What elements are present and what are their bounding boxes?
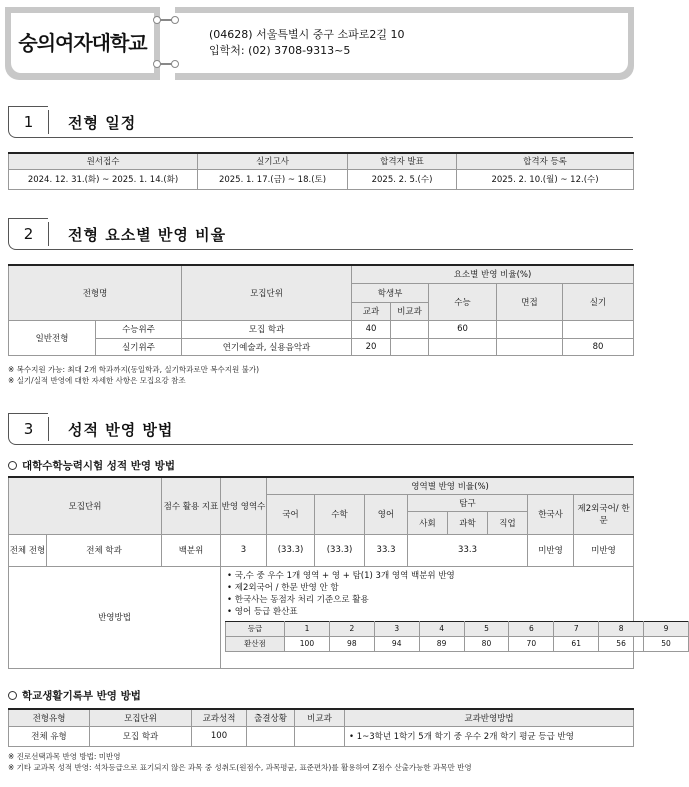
value-cell: 20 [352, 338, 391, 355]
value-cell: 33.3 [365, 534, 408, 566]
grade-cell: 5 [464, 621, 509, 636]
value-cell: • 1~3학년 1학기 5개 학기 중 우수 2개 학기 평균 등급 반영 [345, 726, 634, 746]
note-line: ※ 복수지원 가능: 최대 2개 학과까지(동일학과, 실기학과로만 복수지원 불가) [8, 365, 259, 374]
header-cell: 교과성적 [192, 709, 247, 726]
section-3-heading [8, 413, 633, 445]
header-cell: 비교과 [391, 302, 429, 320]
value-cell: (33.3) [315, 534, 365, 566]
header-cell: 전형유형 [9, 709, 90, 726]
header-cell: 면접 [497, 283, 563, 320]
type-cell: 수능위주 [96, 320, 182, 338]
header-cell: 실기 [563, 283, 634, 320]
note-line: ※ 실기/실적 반영에 대한 자세한 사항은 모집요강 참조 [8, 376, 186, 385]
grade-cell: 3 [374, 621, 419, 636]
header-cell: 제2외국어/ 한문 [574, 494, 634, 534]
header-cell: 요소별 반영 비율(%) [352, 265, 634, 283]
grade-cell: 9 [644, 621, 689, 636]
value-cell: 40 [352, 320, 391, 338]
bullet-item: • 국,수 중 우수 1개 영역 + 영 + 탐(1) 3개 영역 백분위 반영 [227, 570, 455, 581]
circle-bullet-icon [8, 691, 17, 700]
header-cell: 점수 활용 지표 [162, 477, 221, 534]
header-cell: 모집단위 [182, 265, 352, 320]
value-cell [429, 338, 497, 355]
value-cell [563, 320, 634, 338]
english-grade-table [225, 621, 689, 652]
header-cell: 사회 [408, 511, 448, 534]
header-cell: 합격자 등록 [457, 153, 634, 169]
header-cell: 영어 [365, 494, 408, 534]
table-row [9, 534, 634, 566]
type-cell: 실기위주 [96, 338, 182, 355]
header-cell: 직업 [488, 511, 528, 534]
grade-cell: 2 [329, 621, 374, 636]
value-cell: 모집 학과 [90, 726, 192, 746]
university-logo: 숭의여자대학교 [18, 31, 147, 55]
value-cell [247, 726, 295, 746]
grade-cell: 6 [509, 621, 554, 636]
value-cell: 100 [192, 726, 247, 746]
score-cell: 100 [285, 636, 330, 651]
grade-cell: 4 [419, 621, 464, 636]
value-cell [391, 338, 429, 355]
header-cell: 실기고사 [198, 153, 348, 169]
schedule-value: 2025. 2. 5.(수) [348, 169, 457, 189]
ratio-table [8, 264, 634, 356]
header-cell: 등급 [226, 621, 285, 636]
method-label: 반영방법 [9, 566, 221, 668]
header-cell: 과학 [448, 511, 488, 534]
header-cell: 수학 [315, 494, 365, 534]
logo-frame [5, 7, 160, 80]
subsection-title: 대학수학능력시험 성적 반영 방법 [8, 458, 175, 473]
value-cell: 33.3 [408, 534, 528, 566]
header-cell: 영역별 반영 비율(%) [267, 477, 634, 494]
score-cell: 70 [509, 636, 554, 651]
school-record-table [8, 708, 634, 747]
unit-cell: 전체 학과 [47, 534, 162, 566]
grade-cell: 1 [285, 621, 330, 636]
section-number: 2 [8, 218, 48, 250]
section-2-heading [8, 218, 633, 250]
value-cell [391, 320, 429, 338]
suneung-table [8, 476, 671, 669]
header-cell: 모집단위 [90, 709, 192, 726]
address-text: (04628) 서울특별시 중구 소파로2길 10 [209, 28, 405, 41]
group-cell: 전체 전형 [9, 534, 47, 566]
score-cell: 98 [329, 636, 374, 651]
header-cell: 출결상황 [247, 709, 295, 726]
table-row [9, 320, 634, 338]
value-cell: 80 [563, 338, 634, 355]
header-cell: 교과 [352, 302, 391, 320]
bullet-item: • 제2외국어 / 한문 반영 안 함 [227, 582, 339, 593]
grade-cell: 8 [599, 621, 644, 636]
header-cell: 모집단위 [9, 477, 162, 534]
table-row [9, 566, 634, 668]
header-cell: 환산점 [226, 636, 285, 651]
table-row [9, 726, 634, 746]
subsection-title: 학교생활기록부 반영 방법 [8, 688, 141, 703]
value-cell: 전체 유형 [9, 726, 90, 746]
grade-cell: 7 [554, 621, 599, 636]
value-cell [497, 338, 563, 355]
address-frame [175, 7, 634, 80]
header-cell: 교과반영방법 [345, 709, 634, 726]
header-cell: 국어 [267, 494, 315, 534]
table-row [9, 338, 634, 355]
header [5, 7, 634, 80]
header-cell: 원서접수 [9, 153, 198, 169]
value-cell: 미반영 [574, 534, 634, 566]
bullet-item: • 한국사는 동점자 처리 기준으로 활용 [227, 594, 369, 605]
unit-cell: 연기예술과, 실용음악과 [182, 338, 352, 355]
value-cell: 백분위 [162, 534, 221, 566]
score-cell: 56 [599, 636, 644, 651]
note-line: ※ 진로선택과목 반영 방법: 미반영 [8, 752, 121, 761]
value-cell: 60 [429, 320, 497, 338]
value-cell: 3 [221, 534, 267, 566]
header-cell: 합격자 발표 [348, 153, 457, 169]
bullet-item: • 영어 등급 환산표 [227, 606, 298, 617]
header-cell: 학생부 [352, 283, 429, 302]
header-cell: 탐구 [408, 494, 528, 511]
note-line: ※ 기타 교과목 성적 반영: 석차등급으로 표기되지 않은 과목 중 성취도(원점수, 과목평균, 표준편차)를 활용하여 Z점수 산출가능한 과목만 반영 [8, 763, 472, 772]
score-cell: 61 [554, 636, 599, 651]
score-cell: 80 [464, 636, 509, 651]
method-cell [221, 566, 671, 668]
header-cell: 비교과 [295, 709, 345, 726]
header-cell: 전형명 [9, 265, 182, 320]
circle-bullet-icon [8, 461, 17, 470]
schedule-table [8, 152, 634, 190]
notes [8, 751, 472, 773]
header-cell: 수능 [429, 283, 497, 320]
section-title: 전형 일정 [68, 114, 137, 132]
section-number: 3 [8, 413, 48, 445]
section-1-heading [8, 106, 633, 138]
section-title: 성적 반영 방법 [68, 421, 174, 439]
unit-cell: 모집 학과 [182, 320, 352, 338]
schedule-value: 2025. 2. 10.(월) ~ 12.(수) [457, 169, 634, 189]
value-cell [497, 320, 563, 338]
header-cell: 한국사 [528, 494, 574, 534]
group-cell: 일반전형 [9, 320, 96, 355]
score-cell: 50 [644, 636, 689, 651]
schedule-value: 2024. 12. 31.(화) ~ 2025. 1. 14.(화) [9, 169, 198, 189]
value-cell: (33.3) [267, 534, 315, 566]
section-title: 전형 요소별 반영 비율 [68, 226, 227, 244]
schedule-value: 2025. 1. 17.(금) ~ 18.(토) [198, 169, 348, 189]
value-cell [295, 726, 345, 746]
notes [8, 364, 259, 386]
score-cell: 89 [419, 636, 464, 651]
header-cell: 반영 영역수 [221, 477, 267, 534]
score-cell: 94 [374, 636, 419, 651]
value-cell: 미반영 [528, 534, 574, 566]
phone-text: 입학처: (02) 3708-9313~5 [209, 44, 351, 57]
section-number: 1 [8, 106, 48, 138]
